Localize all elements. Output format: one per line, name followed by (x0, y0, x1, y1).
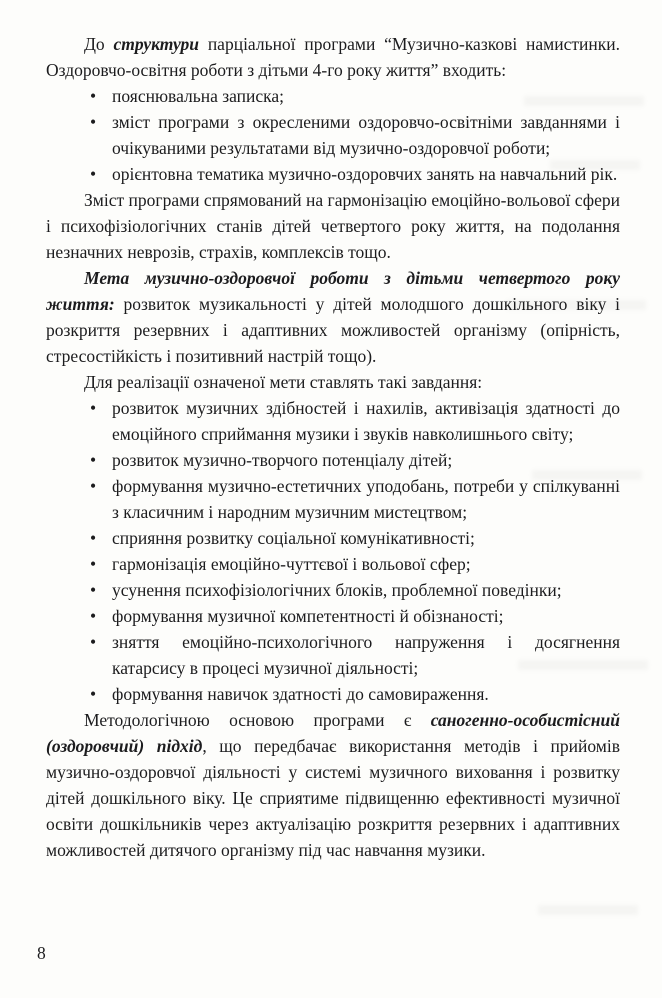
bullet-marker: • (90, 684, 97, 704)
scan-artifact (538, 905, 638, 915)
body-text: , що передбачає використання методів і прийомів музично-оздоровчої діяльності у системі музичного виховання і розвитку дітей дошкільного віку. Це сприятиме підвищенню ефективності музичної освіти дошкільників через актуалізацію розкриття резервних і адаптивних можливостей дитячого організму під час навчання музики. (46, 736, 620, 860)
body-text: формування навичок здатності до самовираження. (112, 684, 489, 704)
body-text: усунення психофізіологічних блоків, проблемної поведінки; (112, 580, 562, 600)
list-item (46, 629, 620, 681)
body-text: Для реалізації означеної мети ставлять такі завдання: (84, 372, 483, 392)
list-item-text (112, 450, 452, 470)
bullet-marker: • (90, 580, 97, 600)
body-text: гармонізація емоційно-чуттєвої і вольової сфер; (112, 554, 471, 574)
bullet-marker: • (90, 164, 97, 184)
bullet-marker: • (90, 112, 97, 132)
paragraph (46, 31, 620, 83)
list-item-text (112, 476, 620, 522)
list-item-text (112, 86, 284, 106)
paragraph (46, 265, 620, 369)
list-item-text (112, 632, 620, 678)
list-item-text (112, 164, 617, 184)
bullet-marker: • (90, 632, 97, 652)
body-text: формування музичної компетентності й обізнаності; (112, 606, 504, 626)
list-item (46, 395, 620, 447)
body-text: розвиток музичних здібностей і нахилів, активізація здатності до емоційного сприймання музики і звуків навколишнього світу; (112, 398, 620, 444)
body-text: До (84, 34, 114, 54)
list-item (46, 161, 620, 187)
body-text: орієнтовна тематика музично-оздоровчих занять на навчальний рік. (112, 164, 618, 184)
list-item-text (112, 112, 620, 158)
list-item (46, 577, 620, 603)
body-text: парціальної програми “Музично-казкові намистинки. Оздоровчо-освітня роботи з дітьми 4-го року життя” входить: (46, 34, 620, 80)
list-item-text (112, 684, 489, 704)
list-item-text (112, 398, 620, 444)
list-item (46, 447, 620, 473)
paragraph (46, 369, 620, 395)
bullet-marker: • (90, 554, 97, 574)
list-item-text (112, 580, 562, 600)
page-content (46, 31, 620, 863)
body-text: сприяння розвитку соціальної комунікативності; (112, 528, 475, 548)
body-text: зняття емоційно-психологічного напруження і досягнення катарсису в процесі музичної діяльності; (112, 632, 620, 678)
paragraph (46, 707, 620, 863)
body-text: зміст програми з окресленими оздоровчо-освітніми завданнями і очікуваними результатами від музично-оздоровчої роботи; (112, 112, 620, 158)
list-item-text (112, 528, 475, 548)
list-item (46, 83, 620, 109)
paragraph (46, 187, 620, 265)
list-item (46, 473, 620, 525)
page-number: 8 (37, 943, 46, 963)
list-item (46, 109, 620, 161)
list-item (46, 525, 620, 551)
list-item (46, 551, 620, 577)
list-item (46, 681, 620, 707)
bullet-marker: • (90, 398, 97, 418)
emphasis-text: структури (113, 34, 200, 54)
emphasis-text: саногенно-особистісний (оздоровчий) підхід (46, 710, 620, 756)
body-text: формування музично-естетичних уподобань, потреби у спілкуванні з класичним і народним музичним мистецтвом; (112, 476, 620, 522)
bullet-marker: • (90, 450, 97, 470)
emphasis-text: Мета музично-оздоровчої роботи з дітьми четвертого року життя: (46, 268, 620, 314)
list-item-text (112, 554, 471, 574)
bullet-marker: • (90, 606, 97, 626)
body-text: Зміст програми спрямований на гармонізацію емоційно-вольової сфери і психофізіологічних станів дітей четвертого року життя, на подолання незначних неврозів, страхів, комплексів тощо. (46, 190, 620, 262)
bullet-marker: • (90, 476, 97, 496)
body-text: розвиток музично-творчого потенціалу дітей; (112, 450, 453, 470)
list-item (46, 603, 620, 629)
bullet-marker: • (90, 86, 97, 106)
list-item-text (112, 606, 503, 626)
bullet-marker: • (90, 528, 97, 548)
body-text: пояснювальна записка; (112, 86, 285, 106)
body-text: Методологічною основою програми є (84, 710, 431, 730)
body-text: розвиток музикальності у дітей молодшого дошкільного віку і розкриття резервних і адаптивних можливостей організму (опірність, стресостійкість і позитивний настрій тощо). (46, 294, 620, 366)
